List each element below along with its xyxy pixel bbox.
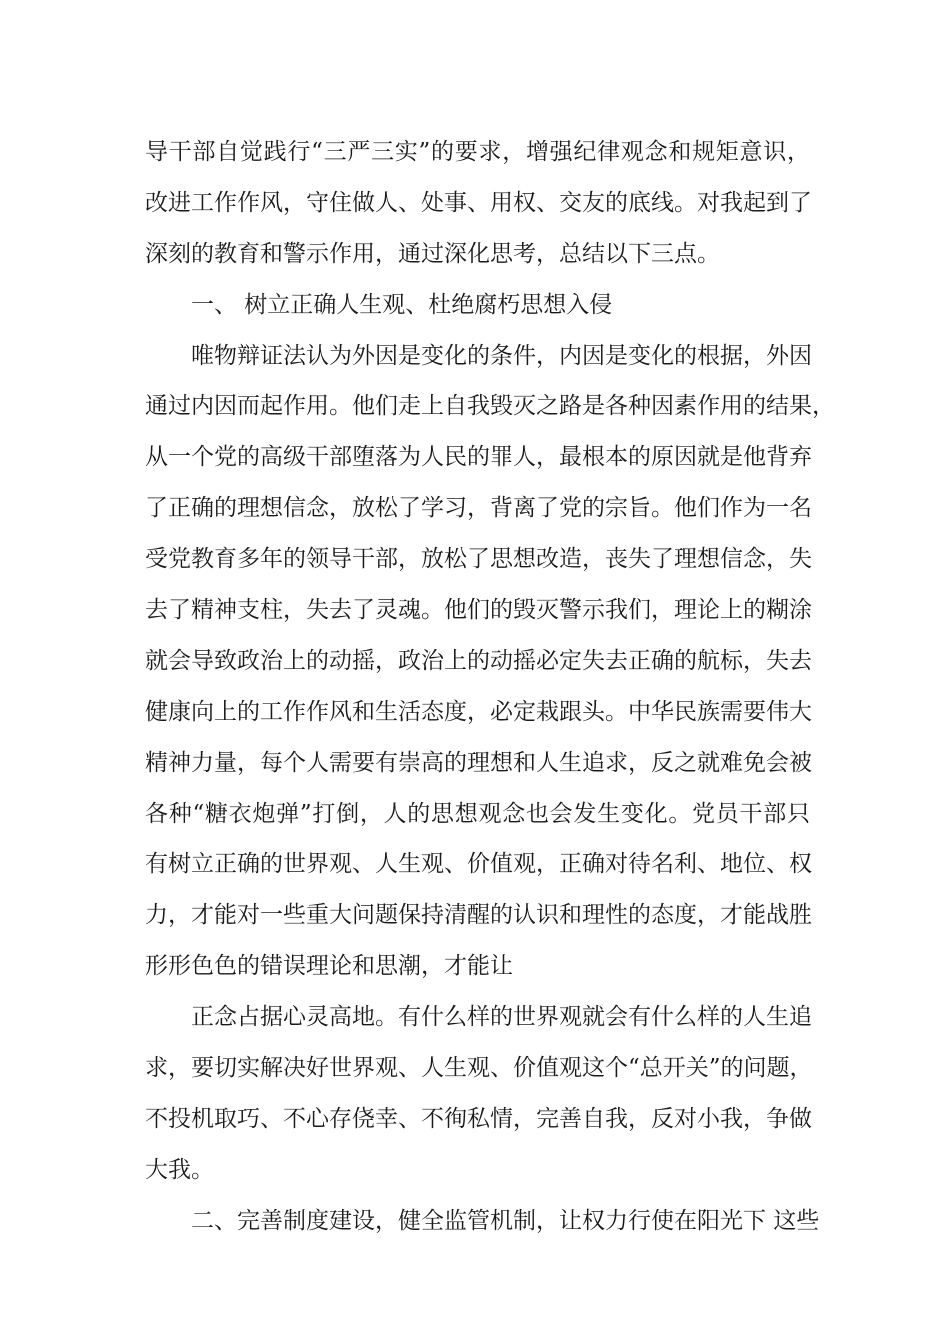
text-line: 从一个党的高级干部堕落为人民的罪人，最根本的原因就是他背弃 [145, 444, 812, 471]
text-line: 各种“糖衣炮弹”打倒，人的思想观念也会发生变化。党员干部只 [145, 800, 810, 827]
text-line: 导干部自觉践行“三严三实”的要求，增强纪律观念和规矩意识， [145, 139, 810, 165]
text-line: 就会导致政治上的动摇，政治上的动摇必定失去正确的航标，失去 [145, 647, 812, 674]
text-line: 受党教育多年的领导干部，放松了思想改造，丧失了理想信念，失 [145, 546, 812, 573]
paragraph-first-line: 正念占据心灵高地。有什么样的世界观就会有什么样的人生追 [191, 1004, 812, 1031]
document-body [145, 127, 835, 1247]
text-line: 有树立正确的世界观、人生观、价值观，正确对待名利、地位、权 [145, 851, 812, 878]
text-line: 力，才能对一些重大问题保持清醒的认识和理性的态度，才能战胜 [145, 902, 812, 929]
text-line: 大我。 [145, 1156, 214, 1183]
text-line: 改进工作作风，守住做人、处事、用权、交友的底线。对我起到了 [145, 189, 812, 216]
text-line: 精神力量，每个人需要有崇高的理想和人生追求，反之就难免会被 [145, 749, 812, 776]
text-line: 了正确的理想信念，放松了学习，背离了党的宗旨。他们作为一名 [145, 495, 812, 522]
section-heading-1: 一、 树立正确人生观、杜绝腐朽思想入侵 [191, 291, 613, 318]
text-line: 去了精神支柱，失去了灵魂。他们的毁灭警示我们，理论上的糊涂 [145, 597, 812, 624]
text-line: 求，要切实解决好世界观、人生观、价值观这个“总开关”的问题， [145, 1055, 813, 1082]
text-line: 通过内因而起作用。他们走上自我毁灭之路是各种因素作用的结果， [145, 393, 835, 420]
section-heading-2: 二、完善制度建设，健全监管机制，让权力行使在阳光下 这些 [191, 1207, 820, 1234]
paragraph-first-line: 唯物辩证法认为外因是变化的条件，内因是变化的根据，外因 [191, 342, 812, 369]
text-line: 健康向上的工作作风和生活态度，必定栽跟头。中华民族需要伟大 [145, 698, 812, 725]
text-line: 形形色色的错误理论和思潮，才能让 [145, 953, 513, 980]
text-line: 不投机取巧、不心存侥幸、不徇私情，完善自我，反对小我，争做 [145, 1105, 812, 1132]
text-line: 深刻的教育和警示作用，通过深化思考，总结以下三点。 [145, 240, 720, 267]
